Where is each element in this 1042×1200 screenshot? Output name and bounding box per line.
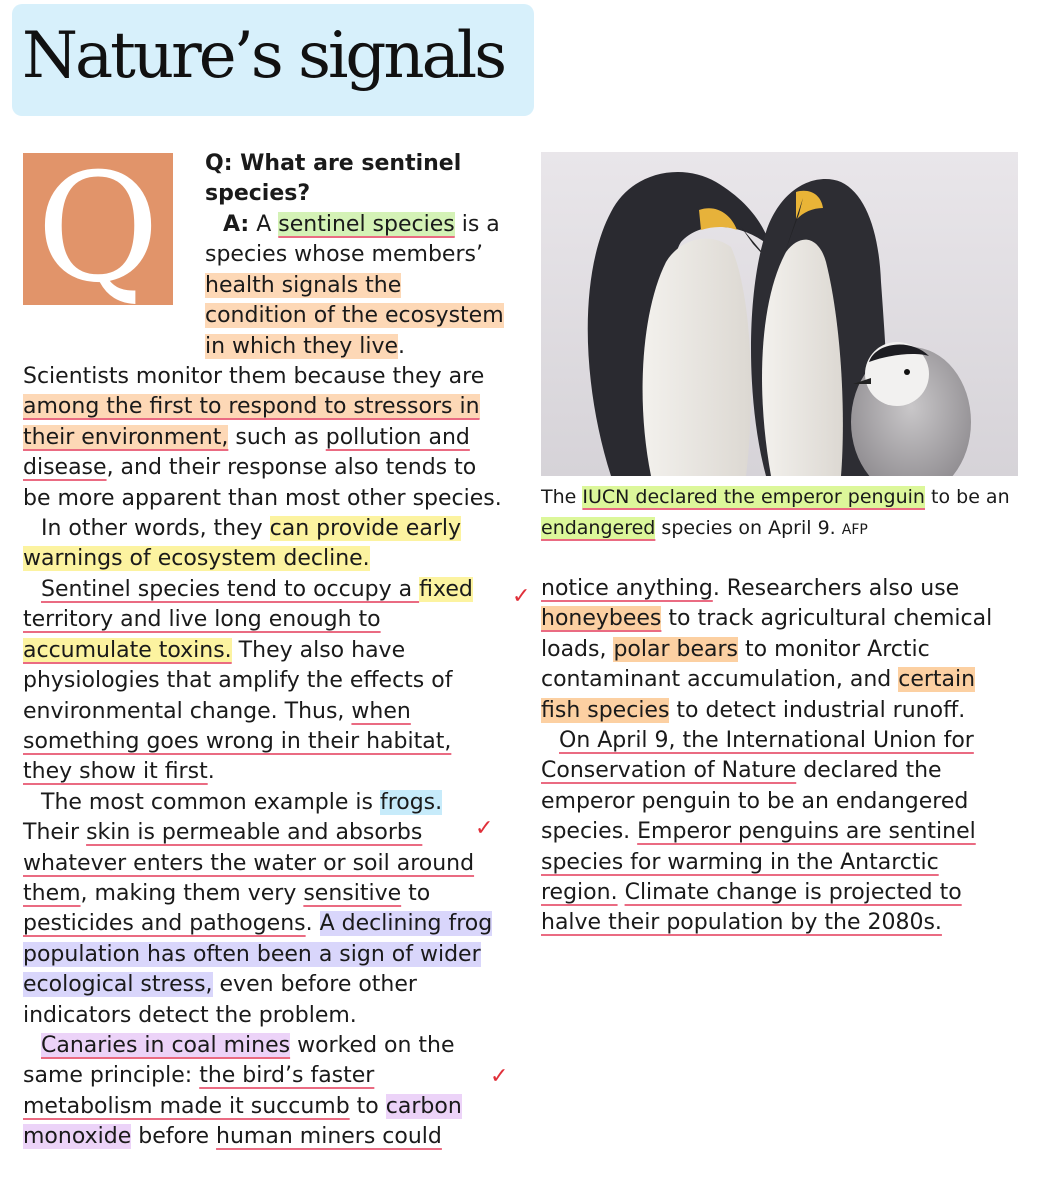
- underline-skin: skin is permeable and absorbs whatever enters the water or soil around them: [23, 820, 475, 906]
- q-letter: Q: [36, 142, 160, 316]
- highlight-early-warnings: can provide early warnings of ecosystem decline.: [23, 516, 461, 572]
- highlight-frogs: frogs.: [379, 789, 443, 815]
- highlight-accumulate-toxins: accumulate toxins.: [23, 637, 232, 663]
- underline-climate-change: Climate change is projected to halve their population by the 2080s.: [541, 880, 962, 936]
- penguin-photo: [541, 152, 1018, 476]
- check-mark-icon: ✓: [512, 584, 531, 609]
- underline-human-miners: human miners could: [216, 1124, 442, 1150]
- penguin-illustration: [541, 152, 1018, 476]
- highlight-honeybees: honeybees: [541, 606, 662, 632]
- qa-intro: [205, 149, 505, 210]
- paragraph-frogs: The most common example is frogs. Their skin is permeable and absorbs whatever enters the water or soil around them, making them very sensitive to pesticides and pathogens. A declining frog population has often been a sign of wider ecological stress, even before other indicators detect the problem.: [23, 789, 493, 1028]
- page-title: Nature’s signals: [22, 19, 505, 93]
- answer-paragraph: A: A sentinel species is a species whose members’ health signals the condition of the ecosystem in which they live. Scientists monitor them because they are among the first to respond to stressors in their environment, such as pollution and disease, and their response also tends to be more apparent than most other species.: [23, 212, 504, 511]
- underline-metabolism: the bird’s faster metabolism made it succumb: [23, 1063, 375, 1119]
- highlight-sentinel: sentinel species: [278, 212, 455, 237]
- underline-iucn: On April 9, the International Union for Conservation of Nature: [541, 728, 974, 784]
- paragraph-other-species: notice anything. Researchers also use honeybees to track agricultural chemical loads, polar bears to monitor Arctic contaminant accumulation, and certain fish species to detect industrial runoff.: [541, 576, 993, 723]
- paragraph-emperor-penguin: On April 9, the International Union for Conservation of Nature declared the emperor penguin to be an endangered species. Emperor penguins are sentinel species for warming in the Antarctic region. Climate change is projected to halve their population by the 2080s.: [541, 728, 976, 936]
- highlight-first-to-respond: among the first to respond to stressors in their environment,: [23, 394, 480, 450]
- highlight-declining-frogs: A declining frog population has often been a sign of wider ecological stress,: [23, 911, 493, 998]
- photo-caption: The IUCN declared the emperor penguin to be an endangered species on April 9. AFP: [541, 486, 1010, 539]
- question-heading: Q: What are sentinel species?: [205, 151, 462, 207]
- underline-sensitive: sensitive: [303, 880, 402, 906]
- caption-highlight-endangered: endangered: [541, 517, 656, 539]
- photo-credit: AFP: [841, 522, 868, 538]
- highlight-fixed: fixed: [419, 576, 473, 602]
- highlight-polar-bears: polar bears: [613, 636, 739, 662]
- underline-pesticides: pesticides and pathogens: [23, 911, 306, 937]
- check-mark-icon: ✓: [490, 1064, 509, 1089]
- caption-highlight-iucn: IUCN declared the emperor penguin: [582, 486, 925, 508]
- underline-show-it-first: when something goes wrong in their habitat, they show it first: [23, 698, 452, 785]
- underline-notice-anything: notice anything: [541, 576, 713, 601]
- highlight-carbon-monoxide: carbon monoxide: [23, 1093, 462, 1150]
- highlight-health-signals: health signals the condition of the ecosystem in which they live: [205, 272, 504, 359]
- underline-pollution: pollution and disease: [23, 424, 470, 481]
- highlight-canaries: Canaries in coal mines: [41, 1032, 291, 1058]
- paragraph-territory: Sentinel species tend to occupy a fixed territory and live long enough to accumulate toxins. They also have physiologies that amplify the effects of environmental change. Thus, when something goes wrong in their habitat, they show it first.: [23, 576, 473, 785]
- check-mark-icon: ✓: [475, 816, 494, 841]
- paragraph-early-warnings: In other words, they can provide early warnings of ecosystem decline.: [23, 516, 461, 572]
- highlight-fish-species: certain fish species: [541, 667, 976, 723]
- paragraph-canaries: Canaries in coal mines worked on the same principle: the bird’s faster metabolism made it succumb to carbon monoxide before human miners could: [23, 1032, 462, 1150]
- chick-eye: [904, 369, 910, 375]
- left-text: [23, 210, 505, 1153]
- right-column: [541, 574, 1019, 939]
- underline-sentinel-warming: Emperor penguins are sentinel species for warming in the Antarctic region.: [541, 819, 976, 906]
